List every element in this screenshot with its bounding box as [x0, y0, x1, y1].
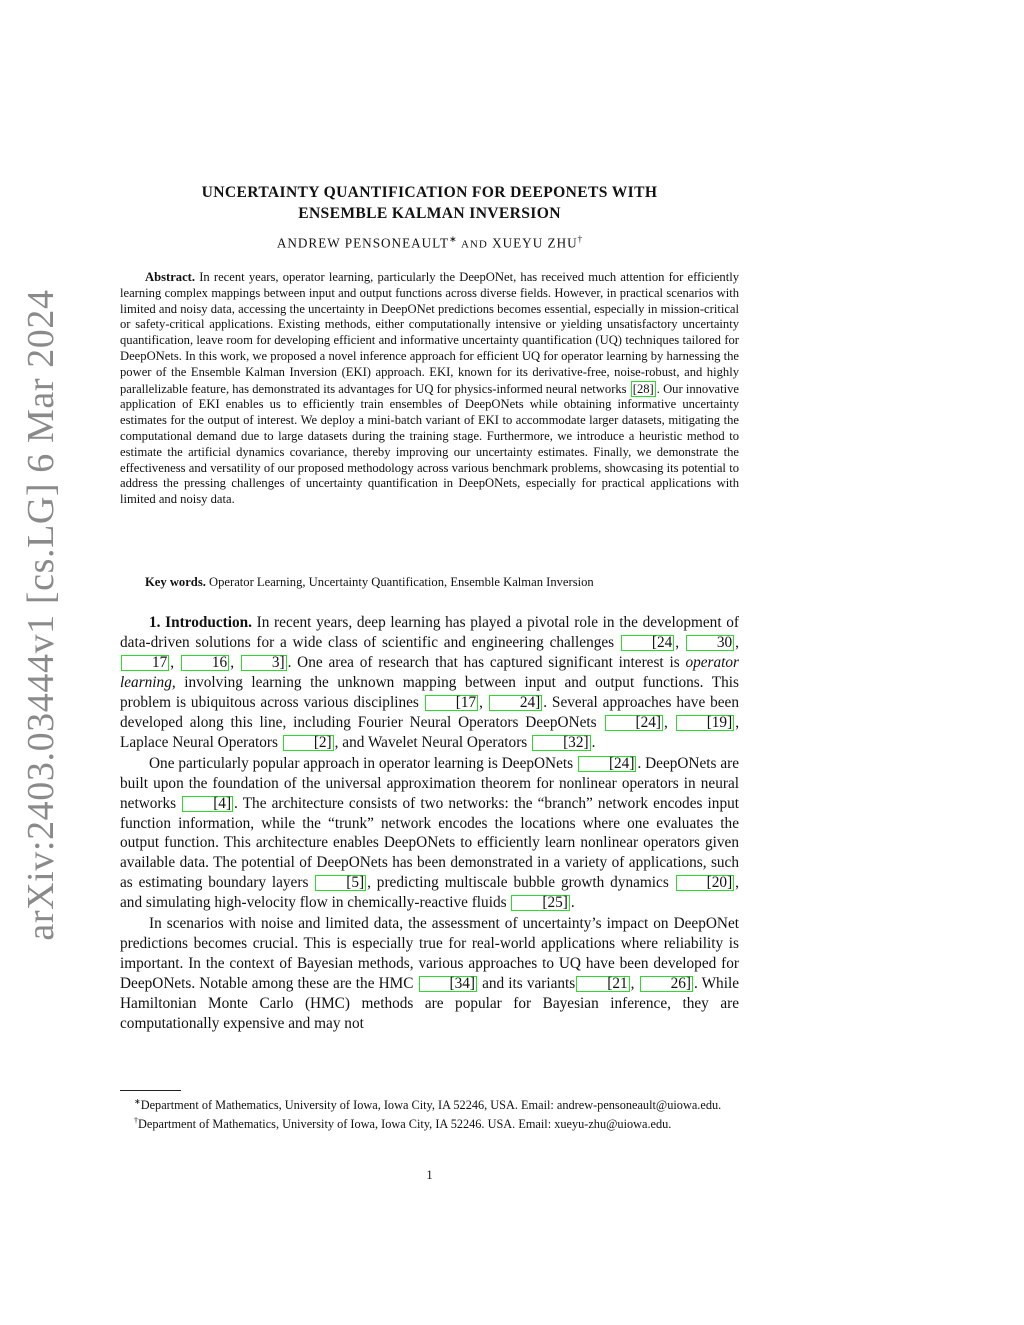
title-line-1: UNCERTAINTY QUANTIFICATION FOR DEEPONETS WITH — [201, 184, 658, 201]
citation-link[interactable]: [2] — [283, 735, 334, 751]
body-text — [120, 613, 739, 1034]
footnote-1 — [120, 1094, 739, 1113]
citation-link[interactable]: 17 — [121, 655, 169, 671]
citation-link[interactable]: [5] — [315, 875, 366, 891]
citation-link[interactable]: [28] — [632, 381, 654, 396]
citation-link[interactable]: [24 — [621, 635, 674, 651]
citation-link[interactable]: [19] — [676, 715, 735, 731]
keywords-label: Key words. — [145, 575, 206, 589]
emphasis-text: operator learning — [120, 653, 739, 691]
abstract — [120, 270, 739, 508]
paragraph-text: . DeepONets are built upon the foundation of the universal approximation theorem for nonlinear operators in neural networks — [120, 754, 739, 812]
paragraph-text: One particularly popular approach in operator learning is DeepONets — [149, 754, 577, 772]
citation-link[interactable]: 26] — [640, 976, 693, 992]
paragraph-text: , involving learning the unknown mapping between input and output functions. This problem is ubiquitous across various disciplines — [120, 673, 739, 711]
paragraph-text: and its variants — [478, 975, 576, 993]
paragraph-text: , and Wavelet Neural Operators — [334, 733, 532, 751]
paragraph-text: , Laplace Neural Operators — [120, 713, 740, 751]
paper-title — [120, 182, 739, 224]
author-conjunction: AND — [460, 238, 488, 251]
author-1-mark: ∗ — [449, 234, 457, 244]
paragraph-text: . — [591, 733, 596, 751]
footnote-2-text: Department of Mathematics, University of Iowa, Iowa City, IA 52246. USA. Email: xueyu-zhu@uiowa.edu. — [138, 1117, 672, 1132]
footnote-1-mark: ∗ — [134, 1097, 141, 1106]
paragraph-text: , and simulating high-velocity flow in chemically-reactive fluids — [120, 874, 739, 912]
abstract-text-continued: . Our innovative application of EKI enables us to efficiently train ensembles of DeepONets while obtaining informative uncertainty estimates for the output of interest. We deploy a mini-batch variant of EKI to accommodate larger datasets, mitigating the computational demand due to large datasets during the training stage. Furthermore, we introduce a heuristic method to estimate the artificial dynamics covariance, thereby improving our uncertainty estimates. Finally, we demonstrate the effectiveness and versatility of our proposed methodology across various benchmark problems, showcasing its potential to address the pressing challenges of uncertainty quantification in DeepONets, especially for practical applications with limited and noisy data. — [120, 381, 739, 507]
footnote-2 — [120, 1113, 739, 1132]
citation-link[interactable]: [34] — [419, 976, 478, 992]
paragraph-text: , — [664, 713, 675, 731]
author-1: ANDREW PENSONEAULT — [276, 235, 450, 251]
citation-link[interactable]: [21 — [576, 976, 629, 992]
citation-link[interactable]: 16 — [181, 655, 229, 671]
paragraph-text: In scenarios with noise and limited data, the assessment of uncertainty’s impact on DeepONet predictions becomes crucial. This is especially true for real-world applications where reliability is important. In the context of Bayesian methods, various approaches to UQ have been developed for DeepONets. Notable among these are the HMC — [120, 915, 739, 993]
section-heading: 1. Introduction. — [149, 614, 252, 631]
keywords-text: Operator Learning, Uncertainty Quantification, Ensemble Kalman Inversion — [209, 575, 594, 589]
arxiv-identifier-text: arXiv:2403.03444v1 [cs.LG] 6 Mar 2024 — [20, 289, 62, 941]
abstract-text: In recent years, operator learning, particularly the DeepONet, has received much attention for efficiently learning complex mappings between input and output functions across diverse fields. However, in practical scenarios with limited and noisy data, accessing the uncertainty in DeepONet predictions becomes essential, especially in mission-critical or safety-critical applications. Existing methods, either computationally intensive or yielding unsatisfactory uncertainty quantification, leave room for developing efficient and informative uncertainty quantification (UQ) techniques tailored for DeepONets. In this work, we proposed a novel inference approach for efficient UQ for operator learning by harnessing the power of the Ensemble Kalman Inversion (EKI) approach. EKI, known for its derivative-free, noise-robust, and highly parallelizable feature, has demonstrated its advantages for UQ for physics-informed neural networks — [120, 270, 739, 396]
author-list — [120, 234, 739, 251]
footnote-rule — [120, 1090, 181, 1091]
paragraph-text: . Several approaches have been developed along this line, including Fourier Neural Operators DeepONets — [120, 693, 739, 731]
page-number: 1 — [426, 1168, 433, 1182]
citation-link[interactable]: [24] — [578, 756, 637, 772]
author-2: XUEYU ZHU — [492, 235, 578, 251]
intro-paragraph-2 — [120, 754, 739, 914]
citation-link[interactable]: 30 — [686, 635, 734, 651]
paragraph-text: , predicting multiscale bubble growth dynamics — [367, 874, 675, 892]
paragraph-text: . One area of research that has captured significant interest is — [287, 653, 686, 671]
citation-link[interactable]: [25] — [511, 895, 570, 911]
citation-link[interactable]: 24] — [489, 695, 542, 711]
footnotes — [120, 1094, 739, 1132]
paragraph-text: . The architecture consists of two networks: the “branch” network encodes input function information, while the “trunk” network encodes the locations where one evaluates the output function. This architecture enables DeepONets to efficiently learn nonlinear operators given available data. The potential of DeepONets has been demonstrated in a variety of applications, such as estimating boundary layers — [120, 794, 740, 892]
paragraph-text: In recent years, deep learning has played a pivotal role in the development of data-driven solutions for a wide class of scientific and engineering challenges — [120, 614, 739, 651]
citation-link[interactable]: [4] — [182, 796, 233, 812]
abstract-label: Abstract. — [145, 270, 196, 284]
citation-link[interactable]: [17 — [425, 695, 478, 711]
paragraph-text: . While Hamiltonian Monte Carlo (HMC) methods are popular for Bayesian inference, they are computationally expensive and may not — [120, 975, 739, 1033]
intro-paragraph-3: In scenarios with noise and limited data, the assessment of uncertainty’s impact on DeepONet predictions becomes crucial. This is especially true for real-world applications where reliability is important. In the context of Bayesian methods, various approaches to UQ have been developed for DeepONets. Notable among these are the HMC [34] and its variants [21 , 26] . While Hamiltonian Monte Carlo (HMC) methods are popular for Bayesian inference, they are computationally expensive and may not — [120, 915, 739, 1033]
citation-link[interactable]: [20] — [676, 875, 735, 891]
footnote-1-text: Department of Mathematics, University of Iowa, Iowa City, IA 52246, USA. Email: andrew-pensoneault@uiowa.edu. — [140, 1098, 722, 1113]
citation-link[interactable]: 3] — [241, 655, 287, 671]
paragraph-text: . — [570, 894, 575, 912]
author-2-mark: † — [577, 234, 583, 244]
citation-link[interactable]: [24] — [605, 715, 664, 731]
citation-link[interactable]: [32] — [532, 735, 591, 751]
footnote-2-mark: † — [134, 1116, 138, 1126]
title-line-2: ENSEMBLE KALMAN INVERSION — [298, 205, 561, 222]
keywords — [120, 574, 739, 590]
intro-paragraph-1: 1. Introduction. In recent years, deep learning has played a pivotal role in the development of data-driven solutions for a wide class of scientific and engineering challenges [24 , 30 , 17 , 16 , 3] . One area of research that has captured significant interest is operator learning, involving learning the unknown mapping between input and output functions. This problem is ubiquitous across various disciplines [17 , 24] . Several approaches have been developed along this line, including Fourier Neural Operators DeepONets [24] , [19] , Laplace Neural Operators [2] , and Wavelet Neural Operators [32] . — [120, 614, 740, 751]
arxiv-identifier — [8, 289, 74, 941]
